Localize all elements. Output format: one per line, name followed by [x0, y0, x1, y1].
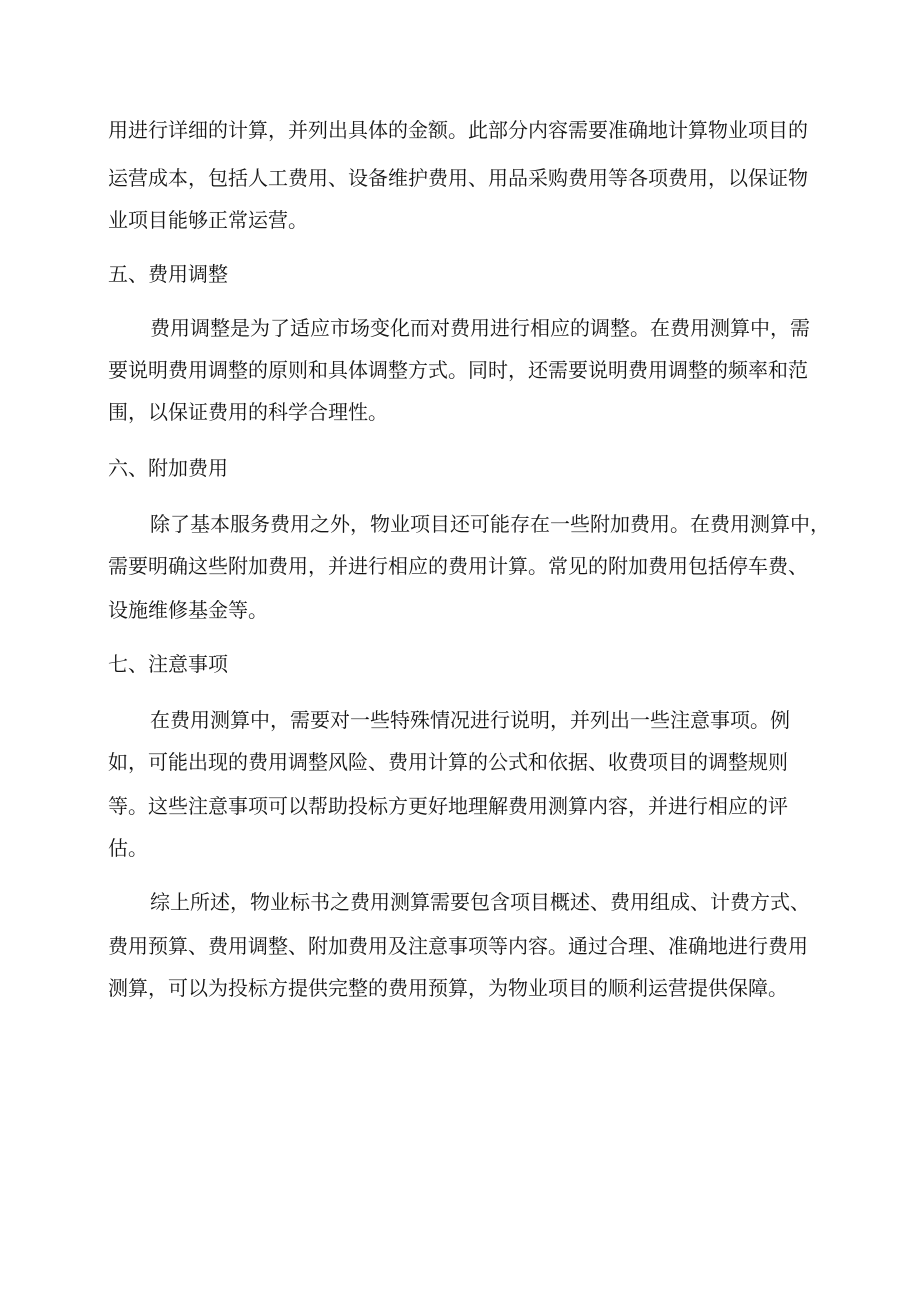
section-7-line-2: 如，可能出现的费用调整风险、费用计算的公式和依据、收费项目的调整规则 [108, 750, 788, 774]
section-7-line-1: 在费用测算中，需要对一些特殊情况进行说明，并列出一些注意事项。例 [150, 708, 790, 732]
section-6-line-3: 设施维修基金等。 [108, 598, 268, 622]
section-7-line-3: 等。这些注意事项可以帮助投标方更好地理解费用测算内容，并进行相应的评 [108, 794, 788, 818]
section-6-line-1: 除了基本服务费用之外，物业项目还可能存在一些附加费用。在费用测算中， [150, 512, 830, 536]
conclusion-line-3: 测算，可以为投标方提供完整的费用预算，为物业项目的顺利运营提供保障。 [108, 976, 788, 1000]
section-5-line-2: 要说明费用调整的原则和具体调整方式。同时，还需要说明费用调整的频率和范 [108, 358, 808, 382]
intro-line-2: 运营成本，包括人工费用、设备维护费用、用品采购费用等各项费用，以保证物 [108, 166, 808, 190]
section-5-line-1: 费用调整是为了适应市场变化而对费用进行相应的调整。在费用测算中，需 [150, 316, 810, 340]
section-6-heading: 六、附加费用 [108, 456, 228, 480]
intro-line-3: 业项目能够正常运营。 [108, 208, 308, 232]
section-6-line-2: 需要明确这些附加费用，并进行相应的费用计算。常见的附加费用包括停车费、 [108, 554, 808, 578]
intro-line-1: 用进行详细的计算，并列出具体的金额。此部分内容需要准确地计算物业项目的 [108, 118, 808, 142]
section-7-line-4: 估。 [108, 836, 148, 860]
section-5-heading: 五、费用调整 [108, 262, 228, 286]
conclusion-line-2: 费用预算、费用调整、附加费用及注意事项等内容。通过合理、准确地进行费用 [108, 934, 808, 958]
section-5-line-3: 围，以保证费用的科学合理性。 [108, 400, 388, 424]
conclusion-line-1: 综上所述，物业标书之费用测算需要包含项目概述、费用组成、计费方式、 [150, 890, 810, 914]
section-7-heading: 七、注意事项 [108, 652, 228, 676]
